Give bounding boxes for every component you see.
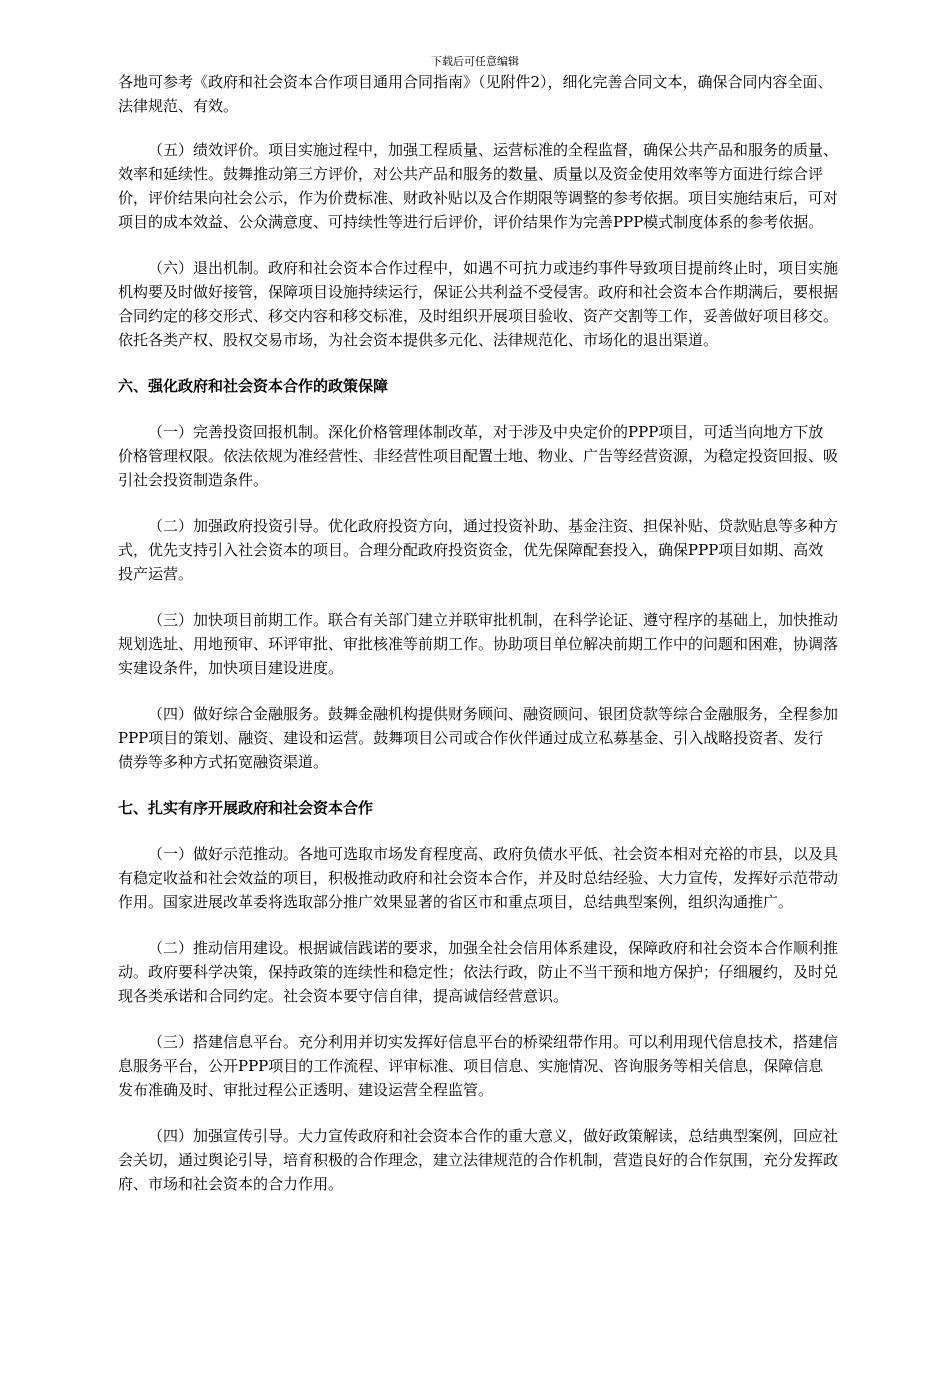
section-heading-7: 七、扎实有序开展政府和社会资本合作 [118,799,374,817]
page-header-note: 下载后可任意编辑 [431,55,519,68]
paragraph-government-investment: （二）加强政府投资引导。优化政府投资方向，通过投资补助、基金注资、担保补贴、贷款贴息等多种方式，优先支持引入社会资本的项目。合理分配政府投资资金，优先保障配套投入，确保PPP项目如期、高效投产运营。 [118,517,839,583]
paragraph-contract-guide: 各地可参考《政府和社会资本合作项目通用合同指南》（见附件2），细化完善合同文本，确保合同内容全面、法律规范、有效。 [118,73,833,115]
paragraph-credit-building: （二）推动信用建设。根据诚信践诺的要求，加强全社会信用体系建设，保障政府和社会资本合作顺利推动。政府要科学决策，保持政策的连续性和稳定性；依法行政，防止不当干预和地方保护；仔细履约，及时兑现各类承诺和合同约定。社会资本要守信自律，提高诚信经营意识。 [118,939,839,1005]
paragraph-investment-return: （一）完善投资回报机制。深化价格管理体制改革，对于涉及中央定价的PPP项目，可适当向地方下放价格管理权限。依法依规为准经营性、非经营性项目配置土地、物业、广告等经营资源，为稳定投资回报、吸引社会投资制造条件。 [118,423,839,489]
section-heading-6: 六、强化政府和社会资本合作的政策保障 [118,377,389,395]
paragraph-demonstration: （一）做好示范推动。各地可选取市场发育程度高、政府负债水平低、社会资本相对充裕的市县，以及具有稳定收益和社会效益的项目，积极推动政府和社会资本合作，并及时总结经验、大力宣传，发挥好示范带动作用。国家进展改革委将选取部分推广效果显著的省区市和重点项目，总结典型案例，组织沟通推广。 [118,845,839,911]
paragraph-project-preparation: （三）加快项目前期工作。联合有关部门建立并联审批机制，在科学论证、遵守程序的基础上，加快推动规划选址、用地预审、环评审批、审批核准等前期工作。协助项目单位解决前期工作中的问题和困难，协调落实建设条件，加快项目建设进度。 [118,611,839,677]
paragraph-performance-evaluation: （五）绩效评价。项目实施过程中，加强工程质量、运营标准的全程监督，确保公共产品和服务的质量、效率和延续性。鼓舞推动第三方评价，对公共产品和服务的数量、质量以及资金使用效率等方面进行综合评价，评价结果向社会公示，作为价费标准、财政补贴以及合作期限等调整的参考依据。项目实施结束后，可对项目的成本效益、公众满意度、可持续性等进行后评价，评价结果作为完善PPP模式制度体系的参考依据。 [118,141,839,231]
document-body [118,70,838,1218]
paragraph-publicity: （四）加强宣传引导。大力宣传政府和社会资本合作的重大意义，做好政策解读，总结典型案例，回应社会关切，通过舆论引导，培育积极的合作理念，建立法律规范的合作机制，营造良好的合作氛围，充分发挥政府、市场和社会资本的合力作用。 [118,1127,839,1193]
paragraph-exit-mechanism: （六）退出机制。政府和社会资本合作过程中，如遇不可抗力或违约事件导致项目提前终止时，项目实施机构要及时做好接管，保障项目设施持续运行，保证公共利益不受侵害。政府和社会资本合作期满后，要根据合同约定的移交形式、移交内容和移交标准，及时组织开展项目验收、资产交割等工作，妥善做好项目移交。依托各类产权、股权交易市场，为社会资本提供多元化、法律规范化、市场化的退出渠道。 [118,259,839,349]
paragraph-financial-services: （四）做好综合金融服务。鼓舞金融机构提供财务顾问、融资顾问、银团贷款等综合金融服务，全程参加PPP项目的策划、融资、建设和运营。鼓舞项目公司或合作伙伴通过成立私募基金、引入战略投资者、发行债券等多种方式拓宽融资渠道。 [118,705,839,771]
paragraph-information-platform: （三）搭建信息平台。充分利用并切实发挥好信息平台的桥梁纽带作用。可以利用现代信息技术，搭建信息服务平台，公开PPP项目的工作流程、评审标准、项目信息、实施情况、咨询服务等相关信息，保障信息发布准确及时、审批过程公正透明、建设运营全程监管。 [118,1033,839,1099]
